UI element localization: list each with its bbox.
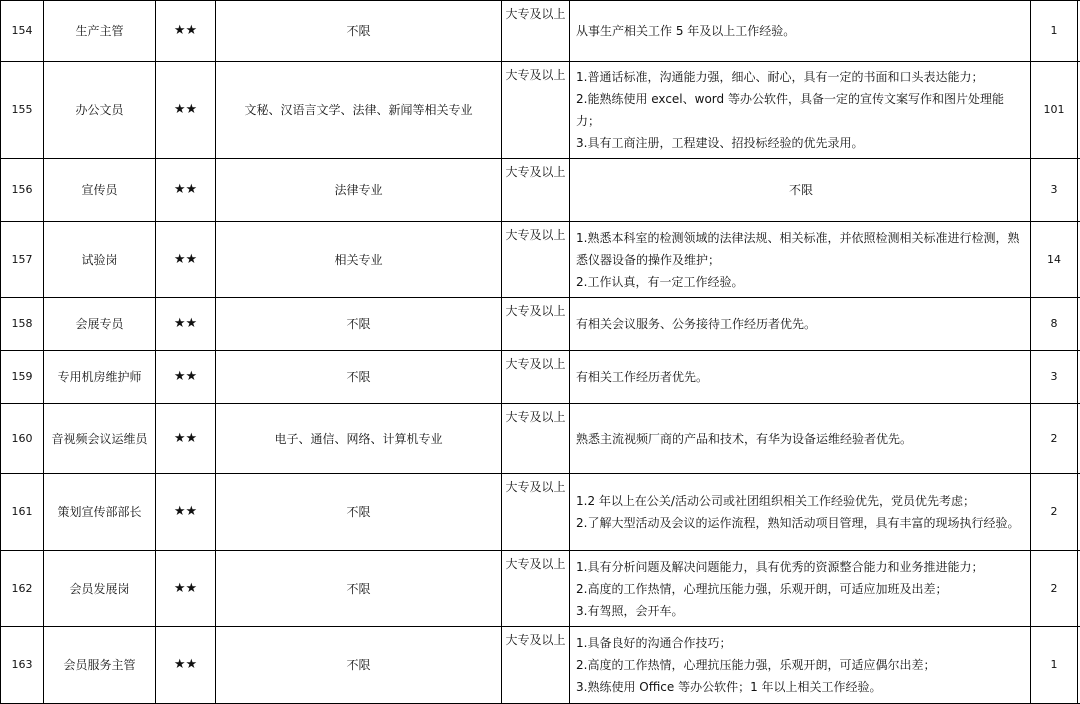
requirement-line: 3.熟练使用 Office 等办公软件；1 年以上相关工作经验。 <box>576 680 882 694</box>
job-requirements <box>570 222 1031 298</box>
major-requirement: 不限 <box>216 551 502 627</box>
education-requirement: 大专及以上 <box>502 298 570 351</box>
requirement-line: 2.高度的工作热情，心理抗压能力强，乐观开朗，可适应加班及出差； <box>576 581 948 596</box>
position-title: 生产主管 <box>44 1 156 62</box>
requirement-line: 2.高度的工作热情，心理抗压能力强，乐观开朗，可适应偶尔出差； <box>576 658 936 672</box>
row-number: 160 <box>1 404 44 474</box>
table-row <box>1 62 1080 159</box>
headcount: 1 <box>1031 627 1078 704</box>
row-number: 162 <box>1 551 44 627</box>
position-title: 策划宣传部部长 <box>44 474 156 551</box>
requirement-line: 3.具有工商注册，工程建设、招投标经验的优先录用。 <box>576 136 864 150</box>
row-number: 154 <box>1 1 44 62</box>
rating-stars: ★★ <box>156 1 216 62</box>
table-row <box>1 298 1080 351</box>
position-title: 会员发展岗 <box>44 551 156 627</box>
education-requirement: 大专及以上 <box>502 627 570 704</box>
rating-stars: ★★ <box>156 222 216 298</box>
row-number: 161 <box>1 474 44 551</box>
rating-stars: ★★ <box>156 62 216 159</box>
rating-stars: ★★ <box>156 298 216 351</box>
position-title: 试验岗 <box>44 222 156 298</box>
requirement-line: 熟悉主流视频厂商的产品和技术，有华为设备运维经验者优先。 <box>576 431 913 446</box>
job-requirements <box>570 62 1031 159</box>
row-number: 158 <box>1 298 44 351</box>
position-title: 宣传员 <box>44 159 156 222</box>
requirement-line: 1.具有分析问题及解决问题能力，具有优秀的资源整合能力和业务推进能力； <box>576 559 984 574</box>
row-number: 155 <box>1 62 44 159</box>
position-title: 会展专员 <box>44 298 156 351</box>
row-number: 157 <box>1 222 44 298</box>
table-row <box>1 404 1080 474</box>
job-requirements <box>570 551 1031 627</box>
table-row <box>1 474 1080 551</box>
rating-stars: ★★ <box>156 474 216 551</box>
education-requirement: 大专及以上 <box>502 62 570 159</box>
headcount: 3 <box>1031 159 1078 222</box>
rating-stars: ★★ <box>156 159 216 222</box>
position-title: 办公文员 <box>44 62 156 159</box>
major-requirement: 电子、通信、网络、计算机专业 <box>216 404 502 474</box>
table-row <box>1 627 1080 704</box>
requirement-line: 1.2 年以上在公关/活动公司或社团组织相关工作经验优先，党员优先考虑； <box>576 494 975 508</box>
requirement-line: 1.具备良好的沟通合作技巧； <box>576 636 732 650</box>
education-requirement: 大专及以上 <box>502 1 570 62</box>
rating-stars: ★★ <box>156 351 216 404</box>
headcount: 14 <box>1031 222 1078 298</box>
major-requirement: 文秘、汉语言文学、法律、新闻等相关专业 <box>216 62 502 159</box>
table-row <box>1 159 1080 222</box>
job-requirements <box>570 474 1031 551</box>
major-requirement: 不限 <box>216 351 502 404</box>
rating-stars: ★★ <box>156 404 216 474</box>
rating-stars: ★★ <box>156 551 216 627</box>
position-title: 音视频会议运维员 <box>44 404 156 474</box>
requirement-line: 不限 <box>788 183 813 197</box>
headcount: 2 <box>1031 474 1078 551</box>
headcount: 2 <box>1031 404 1078 474</box>
job-requirements <box>570 627 1031 704</box>
education-requirement: 大专及以上 <box>502 351 570 404</box>
row-number: 156 <box>1 159 44 222</box>
requirement-line: 2.能熟练使用 excel、word 等办公软件，具备一定的宣传文案写作和图片处理能力； <box>576 92 1004 128</box>
requirement-line: 从事生产相关工作 5 年及以上工作经验。 <box>576 24 796 38</box>
requirement-line: 1.普通话标准，沟通能力强，细心、耐心，具有一定的书面和口头表达能力； <box>576 70 984 84</box>
requirement-line: 2.了解大型活动及会议的运作流程，熟知活动项目管理，具有丰富的现场执行经验。 <box>576 516 1020 530</box>
education-requirement: 大专及以上 <box>502 551 570 627</box>
headcount: 3 <box>1031 351 1078 404</box>
major-requirement: 不限 <box>216 627 502 704</box>
major-requirement: 不限 <box>216 474 502 551</box>
major-requirement: 法律专业 <box>216 159 502 222</box>
table-row <box>1 222 1080 298</box>
table-row <box>1 551 1080 627</box>
job-requirements <box>570 404 1031 474</box>
major-requirement: 不限 <box>216 1 502 62</box>
education-requirement: 大专及以上 <box>502 159 570 222</box>
requirement-line: 3.有驾照，会开车。 <box>576 603 684 618</box>
job-requirements <box>570 298 1031 351</box>
row-number: 163 <box>1 627 44 704</box>
headcount: 101 <box>1031 62 1078 159</box>
position-title: 专用机房维护师 <box>44 351 156 404</box>
requirement-line: 1.熟悉本科室的检测领域的法律法规、相关标准，并依照检测相关标准进行检测，熟悉仪器设备的操作及维护； <box>576 230 1020 267</box>
education-requirement: 大专及以上 <box>502 474 570 551</box>
headcount: 1 <box>1031 1 1078 62</box>
major-requirement: 相关专业 <box>216 222 502 298</box>
education-requirement: 大专及以上 <box>502 222 570 298</box>
headcount: 2 <box>1031 551 1078 627</box>
requirement-line: 有相关会议服务、公务接待工作经历者优先。 <box>576 317 817 331</box>
education-requirement: 大专及以上 <box>502 404 570 474</box>
row-number: 159 <box>1 351 44 404</box>
major-requirement: 不限 <box>216 298 502 351</box>
job-requirements <box>570 351 1031 404</box>
rating-stars: ★★ <box>156 627 216 704</box>
table-row <box>1 1 1080 62</box>
headcount: 8 <box>1031 298 1078 351</box>
job-requirements <box>570 1 1031 62</box>
requirement-line: 2.工作认真，有一定工作经验。 <box>576 274 744 289</box>
job-requirements <box>570 159 1031 222</box>
table-row <box>1 351 1080 404</box>
requirement-line: 有相关工作经历者优先。 <box>576 370 709 384</box>
position-title: 会员服务主管 <box>44 627 156 704</box>
